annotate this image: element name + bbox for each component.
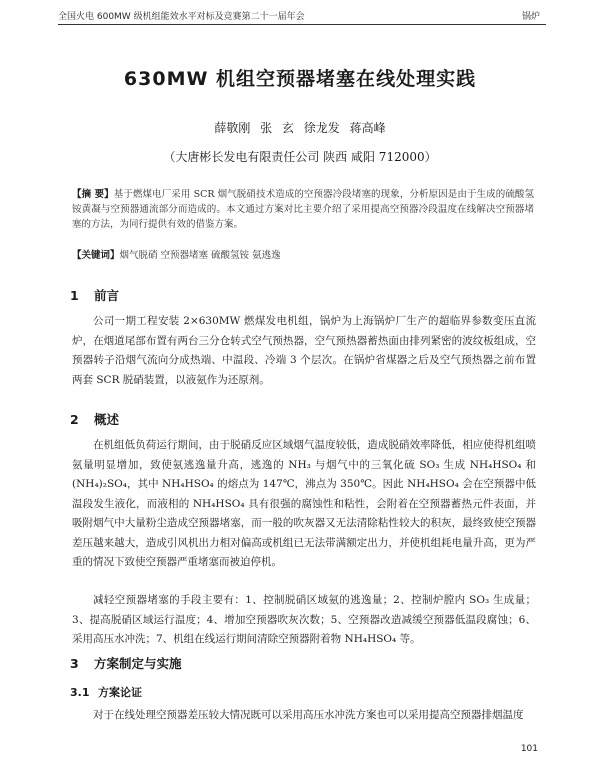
abstract xyxy=(72,187,534,232)
abstract-text: 基于燃煤电厂采用 SCR 烟气脱硝技术造成的空预器冷段堵塞的现象，分析原因是由于生成的硫酸氢铵黄凝与空预器通流部分而造成的。本文通过方案对比主要介绍了采用提高空预器冷段温度在线解决空预器堵塞的方法，为同行提供有效的借鉴方案。 xyxy=(72,189,534,230)
section-heading-2 xyxy=(70,410,119,428)
subsection-title: 方案论证 xyxy=(98,686,142,699)
subsection-number: 3.1 xyxy=(70,686,90,699)
section-title: 概述 xyxy=(94,412,120,427)
paragraph-overview: 在机组低负荷运行期间，由于脱硝反应区域烟气温度较低，造成脱硝效率降低，相应使得机组喷氨量明显增加，致使氨逃逸量升高，逃逸的 NH₃ 与烟气中的三氧化硫 SO₃ 生成 NH₄HSO₄ 和 (NH₄)₂SO₄，其中 NH₄HSO₄ 的熔点为 147℃，沸点为 350℃。因此 NH₄HSO₄ 会在空预器中低温段发生液化，而液相的 NH₄HSO₄ 具有很强的腐蚀性和粘性，会附着在空预器蓄热元件表面，并吸附烟气中大量粉尘造成空预器堵塞，而一般的吹灰器又无法清除粘性较大的积灰，最终致使空预器差压越来越大，造成引风机出力相对偏高或机组已无法带满额定出力，并使机组耗电量升高，更为严重的情况下致使空预器严重堵塞而被迫停机。 xyxy=(72,439,536,568)
running-header xyxy=(58,10,546,25)
paper-title: 630MW 机组空预器堵塞在线处理实践 xyxy=(123,68,477,90)
section-number: 3 xyxy=(70,656,79,671)
section-heading-1 xyxy=(70,286,119,304)
header-conference-title: 全国火电 600MW 级机组能效水平对标及竞赛第二十一届年会 xyxy=(58,12,305,22)
section-title: 方案制定与实施 xyxy=(94,656,182,671)
section-title: 前言 xyxy=(94,288,120,303)
keywords-text: 烟气脱硝 空预器堵塞 硫酸氢铵 氨逃逸 xyxy=(119,250,281,261)
header-section-label: 锅炉 xyxy=(521,12,540,22)
authors: 薛敬刚 张 玄 徐龙发 蒋高峰 xyxy=(214,121,386,135)
section-number: 2 xyxy=(70,412,79,427)
section-number: 1 xyxy=(70,288,79,303)
keywords-label: 【关键词】 xyxy=(72,250,120,261)
paragraph-plan: 对于在线处理空预器差压较大情况既可以采用高压水冲洗方案也可以采用提高空预器排烟温度 xyxy=(93,709,524,721)
paragraph-intro: 公司一期工程安装 2×630MW 燃煤发电机组，锅炉为上海锅炉厂生产的超临界参数变压直流炉，在烟道尾部布置有两台三分仓转式空气预热器，空气预热器蓄热面由排列紧密的波纹板组成，空预器转子沿烟气流向分成热端、中温段、冷端 3 个层次。在锅炉省煤器之后及空气预热器之前布置两套 SCR 脱硝装置，以液氨作为还原剂。 xyxy=(72,315,536,386)
keywords xyxy=(72,248,534,263)
subsection-heading-3-1 xyxy=(70,684,142,700)
abstract-label: 【摘 要】 xyxy=(72,189,114,200)
section-heading-3 xyxy=(70,654,182,672)
paragraph-measures: 减轻空预器堵塞的手段主要有：1、控制脱硝区域氨的逃逸量；2、控制炉膛内 SO₃ 生成量；3、提高脱硝区域运行温度；4、增加空预器吹灰次数；5、空预器改造减缓空预器低温段腐蚀；6、采用高压水冲洗；7、机组在线运行期间清除空预器附着物 NH₄HSO₄ 等。 xyxy=(72,594,536,645)
affiliation: （大唐彬长发电有限责任公司 陕西 咸阳 712000） xyxy=(163,150,437,164)
page-number: 101 xyxy=(520,744,538,754)
